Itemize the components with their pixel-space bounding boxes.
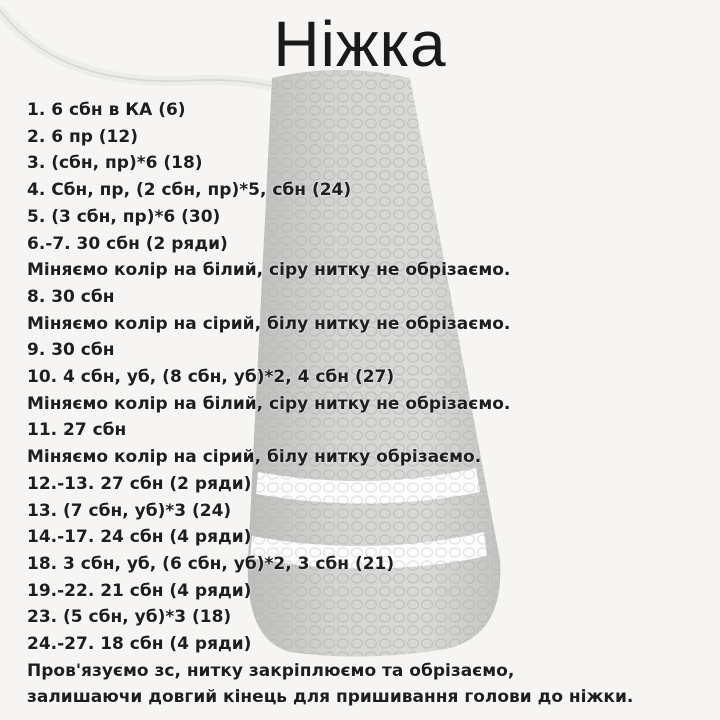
step-line: 12.-13. 27 сбн (2 ряди) — [27, 473, 252, 494]
page-title: Ніжка — [273, 8, 447, 80]
step-line: 23. (5 сбн, уб)*3 (18) — [27, 607, 232, 628]
step-finish: залишаючи довгий кінець для пришивання голови до ніжки. — [27, 687, 634, 708]
step-line: 11. 27 сбн — [27, 420, 127, 441]
step-line: 4. Сбн, пр, (2 сбн, пр)*5, сбн (24) — [27, 180, 352, 201]
step-note: Міняємо колір на сірий, білу нитку не обрізаємо. — [27, 313, 511, 334]
step-line: 13. (7 сбн, уб)*3 (24) — [27, 500, 232, 521]
step-finish: Пров'язуємо зс, нитку закріплюємо та обрізаємо, — [27, 660, 515, 681]
step-note: Міняємо колір на білий, сіру нитку не обрізаємо. — [27, 260, 511, 281]
step-line: 10. 4 сбн, уб, (8 сбн, уб)*2, 4 сбн (27) — [27, 367, 395, 388]
step-line: 24.-27. 18 сбн (4 ряди) — [27, 634, 252, 655]
step-note: Міняємо колір на сірий, білу нитку обрізаємо. — [27, 447, 482, 468]
step-line: 9. 30 сбн — [27, 340, 115, 361]
step-line: 1. 6 сбн в КА (6) — [27, 100, 186, 120]
step-line: 8. 30 сбн — [27, 286, 115, 307]
step-line: 14.-17. 24 сбн (4 ряди) — [27, 527, 252, 548]
step-line: 2. 6 пр (12) — [27, 126, 138, 147]
step-line: 5. (3 сбн, пр)*6 (30) — [27, 206, 221, 227]
step-line: 6.-7. 30 сбн (2 ряди) — [27, 233, 228, 254]
step-line: 19.-22. 21 сбн (4 ряди) — [27, 580, 252, 601]
step-line: 18. 3 сбн, уб, (6 сбн, уб)*2, 3 сбн (21) — [27, 553, 395, 574]
step-line: 3. (сбн, пр)*6 (18) — [27, 153, 203, 174]
step-note: Міняємо колір на білий, сіру нитку не обрізаємо. — [27, 393, 511, 414]
pattern-steps-list — [27, 97, 707, 711]
